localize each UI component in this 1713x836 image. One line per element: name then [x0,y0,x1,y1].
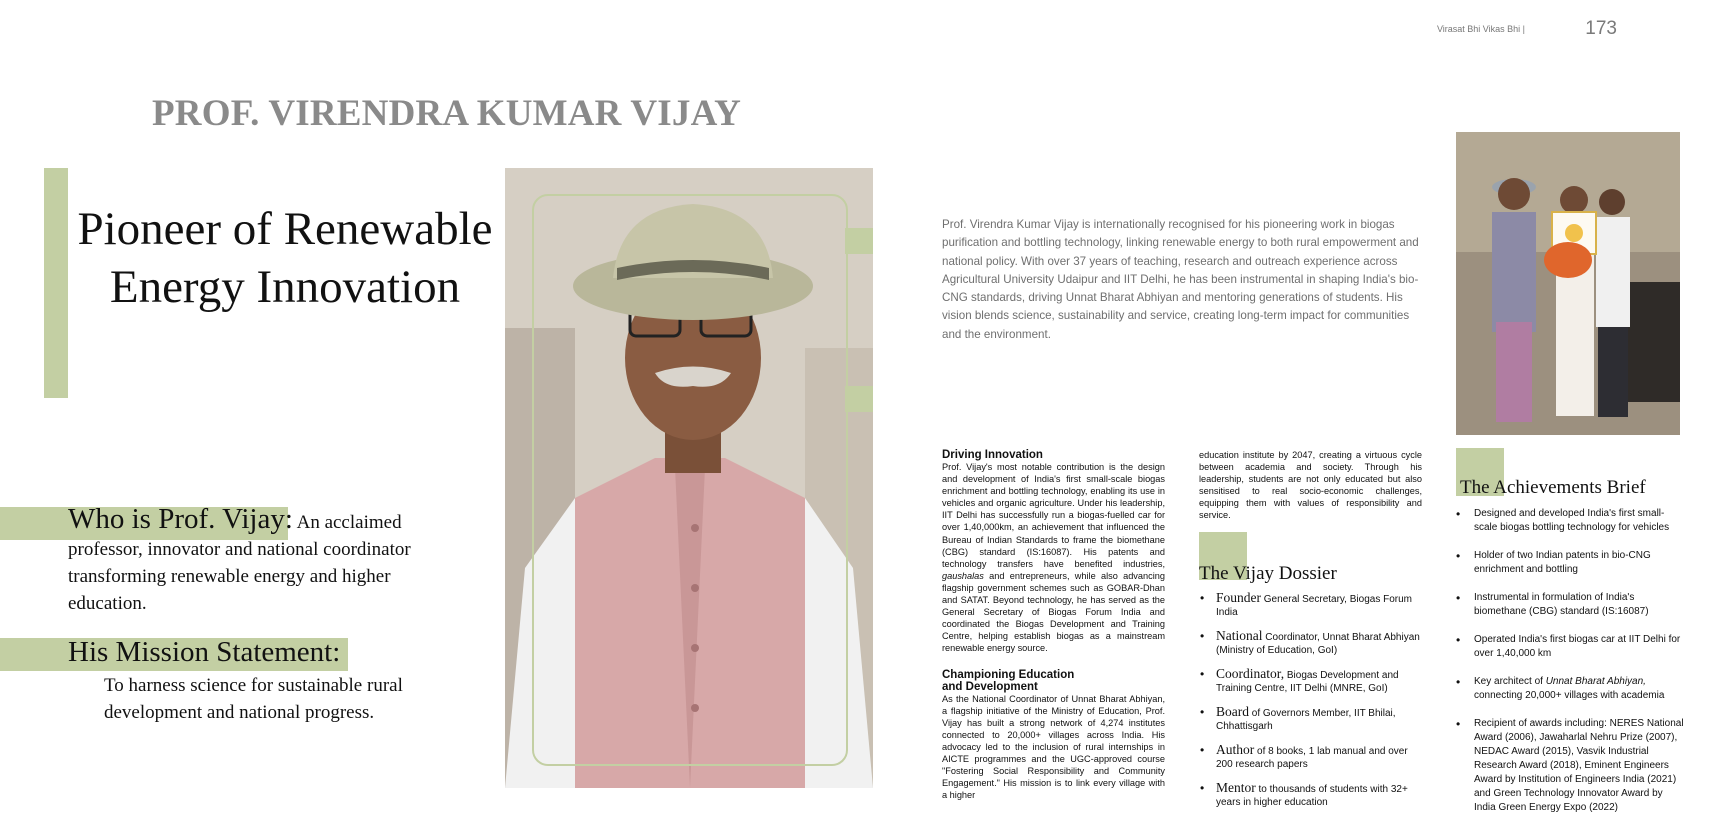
dossier-list [1200,592,1420,820]
achievements-title: The Achievements Brief [1460,477,1646,498]
dossier-role: Mentor [1216,780,1256,795]
intro-paragraph: Prof. Virendra Kumar Vijay is internationally recognised for his pioneering work in biogas purification and bottling technology, linking renewable energy to both rural empowerment and national policy. With over 37 years of teaching, research and outreach experience across Agricultural University Udaipur and IIT Delhi, he has been instrumental in shaping India's bio-CNG standards, driving Unnat Bharat Abhiyan and mentoring generations of students. His vision blends science, sustainability and service, creating long-term impact for communities and the environment. [942,218,1419,341]
driving-innovation-text-b: and entrepreneurs, while also advancing flagship government schemes such as GOBAR-Dhan and SATAT. Beyond technology, he has served as the General Secretary of Biogas Forum India and coordinated the Biogas Development and Training Centre, helping establish biogas as a mainstream renewable energy source. [942,570,1165,654]
achievement-text: Instrumental in formulation of India's biomethane (CBG) standard (IS:16087) [1474,592,1649,617]
driving-innovation-text [942,461,1165,655]
bullet-icon: • [1200,591,1205,605]
driving-innovation-text-a: Prof. Vijay's most notable contribution is the design and development of India's first small-scale biogas enrichment and bottling technology, enabling its use in vehicles and organic agriculture. Under his leadership, IIT Delhi has successfully run a biogas-fuelled car for over 1,40,000km, an achievement that influenced the Bureau of Indian Standards to frame the biomethane (CBG) standard (IS:16087). His patents and technology transfers have benefited industries, [942,462,1165,569]
dossier-role: Coordinator, [1216,666,1285,681]
accent-bar [44,168,68,398]
dossier-role: Author [1216,742,1255,757]
mission-text: To harness science for sustainable rural development and national progress. [104,675,403,723]
page-number: 173 [1585,18,1617,39]
who-label: Who is Prof. Vijay: [68,503,293,535]
dossier-detail: Coordinator, Unnat Bharat Abhiyan (Ministry of Education, GoI) [1216,632,1420,656]
achievements-list [1456,507,1684,829]
who-block [68,503,448,617]
achievement-text: Holder of two Indian patents in bio-CNG enrichment and bottling [1474,550,1651,575]
dossier-item [1200,592,1420,619]
bullet-icon: • [1200,781,1205,795]
bullet-icon: • [1200,667,1205,681]
bullet-icon: • [1456,717,1461,731]
portrait-frame [532,194,848,766]
championing-title-line2: and Development [942,680,1038,693]
bullet-icon: • [1456,549,1461,563]
dossier-item [1200,706,1420,733]
achievement-italic: Unnat Bharat Abhiyan, [1545,676,1646,687]
achievement-text: Designed and developed India's first small-scale biogas bottling technology for vehicles [1474,508,1670,533]
accent-tab [845,386,873,412]
achievement-item [1456,507,1684,535]
headline: Pioneer of Renewable Energy Innovation [77,203,493,313]
driving-innovation-italic: gaushalas [942,570,984,581]
dossier-detail: General Secretary, Biogas Forum India [1216,594,1412,618]
achievement-item [1456,675,1684,703]
bullet-icon: • [1200,743,1205,757]
mission-label: His Mission Statement: [68,636,341,668]
championing-title-line1: Championing Education [942,668,1075,681]
dossier-detail: of 8 books, 1 lab manual and over 200 research papers [1216,746,1408,770]
championing-title [942,669,1165,693]
column-two: education institute by 2047, creating a virtuous cycle between academia and society. Through his leadership, students are not only educated but also sensitised to real socio-economic challenges, equipping them with values of responsibility and service. [1199,450,1422,521]
group-photo-illustration [1456,132,1680,435]
dossier-item [1200,630,1420,657]
dossier-item [1200,744,1420,771]
group-photo [1456,132,1680,435]
running-head: Virasat Bhi Vikas Bhi | [1436,24,1525,34]
bullet-icon: • [1200,705,1205,719]
dossier-item [1200,782,1420,809]
achievement-item [1456,717,1684,815]
dossier-detail: Biogas Development and Training Centre, IIT Delhi (MNRE, GoI) [1216,670,1399,694]
name-heading: PROF. VIRENDRA KUMAR VIJAY [152,93,742,134]
achievement-item [1456,591,1684,619]
dossier-role: National [1216,628,1263,643]
dossier-detail: of Governors Member, IIT Bhilai, Chhattisgarh [1216,708,1396,732]
bullet-icon: • [1200,629,1205,643]
achievement-text: Key architect of [1474,676,1543,687]
achievement-item [1456,633,1684,661]
column-one [942,449,1165,801]
portrait-photo [505,168,873,788]
who-text: An acclaimed professor, innovator and national coordinator transforming renewable energy and higher education. [68,512,411,614]
bullet-icon: • [1456,591,1461,605]
dossier-detail: to thousands of students with 32+ years in higher education [1216,784,1408,808]
dossier-role: Founder [1216,590,1261,605]
bullet-icon: • [1456,633,1461,647]
achievement-text: Recipient of awards including: NERES National Award (2006), Jawaharlal Nehru Prize (2007), NEDAC Award (2015), Vasvik Industrial Research Award (2018), Eminent Engineers Award by Institution of Engineers India (2021) and Green Technology Innovator Award by India Green Energy Expo (2022) [1474,718,1684,813]
achievement-text: connecting 20,000+ villages with academia [1474,690,1665,701]
achievement-item [1456,549,1684,577]
bullet-icon: • [1456,675,1461,689]
accent-tab [845,228,873,254]
dossier-item [1200,668,1420,695]
driving-innovation-title: Driving Innovation [942,449,1043,461]
dossier-role: Board [1216,704,1249,719]
achievement-text: Operated India's first biogas car at IIT Delhi for over 1,40,000 km [1474,634,1681,659]
championing-text: As the National Coordinator of Unnat Bharat Abhiyan, a flagship initiative of the Ministry of Education, Prof. Vijay has built a strong network of 4,274 institutes connected to 20,000+ villages across India. His advocacy led to the inclusion of rural internships in AICTE programmes and the UGC-approved course "Fostering Social Responsibility and Community Engagement." His mission is to link every village with a higher [942,693,1165,801]
dossier-title: The Vijay Dossier [1199,563,1337,584]
bullet-icon: • [1456,507,1461,521]
